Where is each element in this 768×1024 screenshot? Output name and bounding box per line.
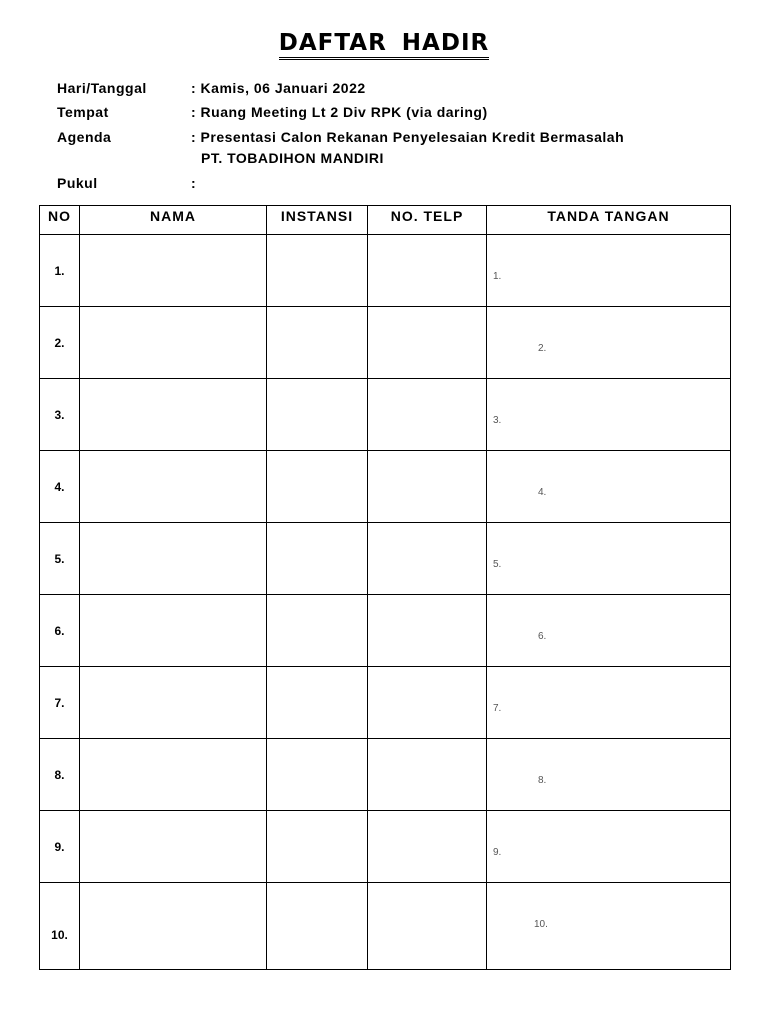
institution-cell[interactable] — [267, 307, 368, 379]
info-label-place: Tempat — [57, 104, 109, 120]
table-header-row — [40, 206, 731, 235]
table-row — [40, 379, 731, 451]
signature-number: 9. — [493, 847, 502, 858]
page-title — [0, 30, 768, 60]
signature-number: 6. — [538, 631, 547, 642]
phone-cell[interactable] — [368, 667, 487, 739]
info-value-date: : Kamis, 06 Januari 2022 — [191, 80, 366, 96]
name-cell[interactable] — [80, 451, 267, 523]
info-value-place: : Ruang Meeting Lt 2 Div RPK (via daring) — [191, 104, 488, 120]
signature-cell[interactable] — [487, 739, 731, 811]
row-number: 1. — [40, 235, 80, 307]
institution-cell[interactable] — [267, 883, 368, 970]
name-cell[interactable] — [80, 811, 267, 883]
name-cell[interactable] — [80, 307, 267, 379]
row-number: 2. — [40, 307, 80, 379]
table-row — [40, 523, 731, 595]
info-label-date: Hari/Tanggal — [57, 80, 147, 96]
institution-cell[interactable] — [267, 523, 368, 595]
signature-cell[interactable] — [487, 235, 731, 307]
name-cell[interactable] — [80, 379, 267, 451]
row-number: 4. — [40, 451, 80, 523]
signature-cell[interactable] — [487, 811, 731, 883]
signature-number: 1. — [493, 271, 502, 282]
table-row — [40, 307, 731, 379]
info-value-agenda: : Presentasi Calon Rekanan Penyelesaian Kredit Bermasalah — [191, 129, 625, 145]
signature-cell[interactable] — [487, 379, 731, 451]
signature-number: 2. — [538, 343, 547, 354]
signature-number: 7. — [493, 703, 502, 714]
name-cell[interactable] — [80, 523, 267, 595]
signature-cell[interactable] — [487, 307, 731, 379]
phone-cell[interactable] — [368, 307, 487, 379]
institution-cell[interactable] — [267, 595, 368, 667]
phone-cell[interactable] — [368, 523, 487, 595]
institution-cell[interactable] — [267, 451, 368, 523]
table-row — [40, 739, 731, 811]
table-row — [40, 595, 731, 667]
header-nama: NAMA — [80, 206, 267, 235]
signature-number: 3. — [493, 415, 502, 426]
row-number: 5. — [40, 523, 80, 595]
table-row — [40, 451, 731, 523]
signature-number: 10. — [534, 919, 548, 930]
signature-number: 8. — [538, 775, 547, 786]
institution-cell[interactable] — [267, 379, 368, 451]
info-value-agenda-company: PT. TOBADIHON MANDIRI — [201, 150, 384, 166]
name-cell[interactable] — [80, 595, 267, 667]
phone-cell[interactable] — [368, 451, 487, 523]
signature-cell[interactable] — [487, 667, 731, 739]
info-label-time: Pukul — [57, 175, 98, 191]
info-value-time: : — [191, 175, 197, 191]
institution-cell[interactable] — [267, 667, 368, 739]
row-number: 8. — [40, 739, 80, 811]
row-number: 9. — [40, 811, 80, 883]
phone-cell[interactable] — [368, 739, 487, 811]
header-no-telp: NO. TELP — [368, 206, 487, 235]
signature-cell[interactable] — [487, 595, 731, 667]
signature-number: 5. — [493, 559, 502, 570]
phone-cell[interactable] — [368, 883, 487, 970]
signature-cell[interactable] — [487, 451, 731, 523]
table-row — [40, 811, 731, 883]
institution-cell[interactable] — [267, 235, 368, 307]
signature-number: 4. — [538, 487, 547, 498]
header-no: NO — [40, 206, 80, 235]
row-number: 3. — [40, 379, 80, 451]
institution-cell[interactable] — [267, 739, 368, 811]
phone-cell[interactable] — [368, 595, 487, 667]
table-row — [40, 235, 731, 307]
header-instansi: INSTANSI — [267, 206, 368, 235]
phone-cell[interactable] — [368, 235, 487, 307]
table-row — [40, 667, 731, 739]
page-title-text: DAFTAR HADIR — [279, 30, 489, 60]
name-cell[interactable] — [80, 883, 267, 970]
table-row — [40, 883, 731, 970]
attendance-table — [39, 205, 731, 970]
signature-cell[interactable] — [487, 523, 731, 595]
row-number: 7. — [40, 667, 80, 739]
signature-cell[interactable] — [487, 883, 731, 970]
phone-cell[interactable] — [368, 811, 487, 883]
institution-cell[interactable] — [267, 811, 368, 883]
info-label-agenda: Agenda — [57, 129, 112, 145]
name-cell[interactable] — [80, 739, 267, 811]
row-number: 10. — [40, 883, 80, 970]
name-cell[interactable] — [80, 235, 267, 307]
phone-cell[interactable] — [368, 379, 487, 451]
row-number: 6. — [40, 595, 80, 667]
name-cell[interactable] — [80, 667, 267, 739]
header-tanda-tangan: TANDA TANGAN — [487, 206, 731, 235]
